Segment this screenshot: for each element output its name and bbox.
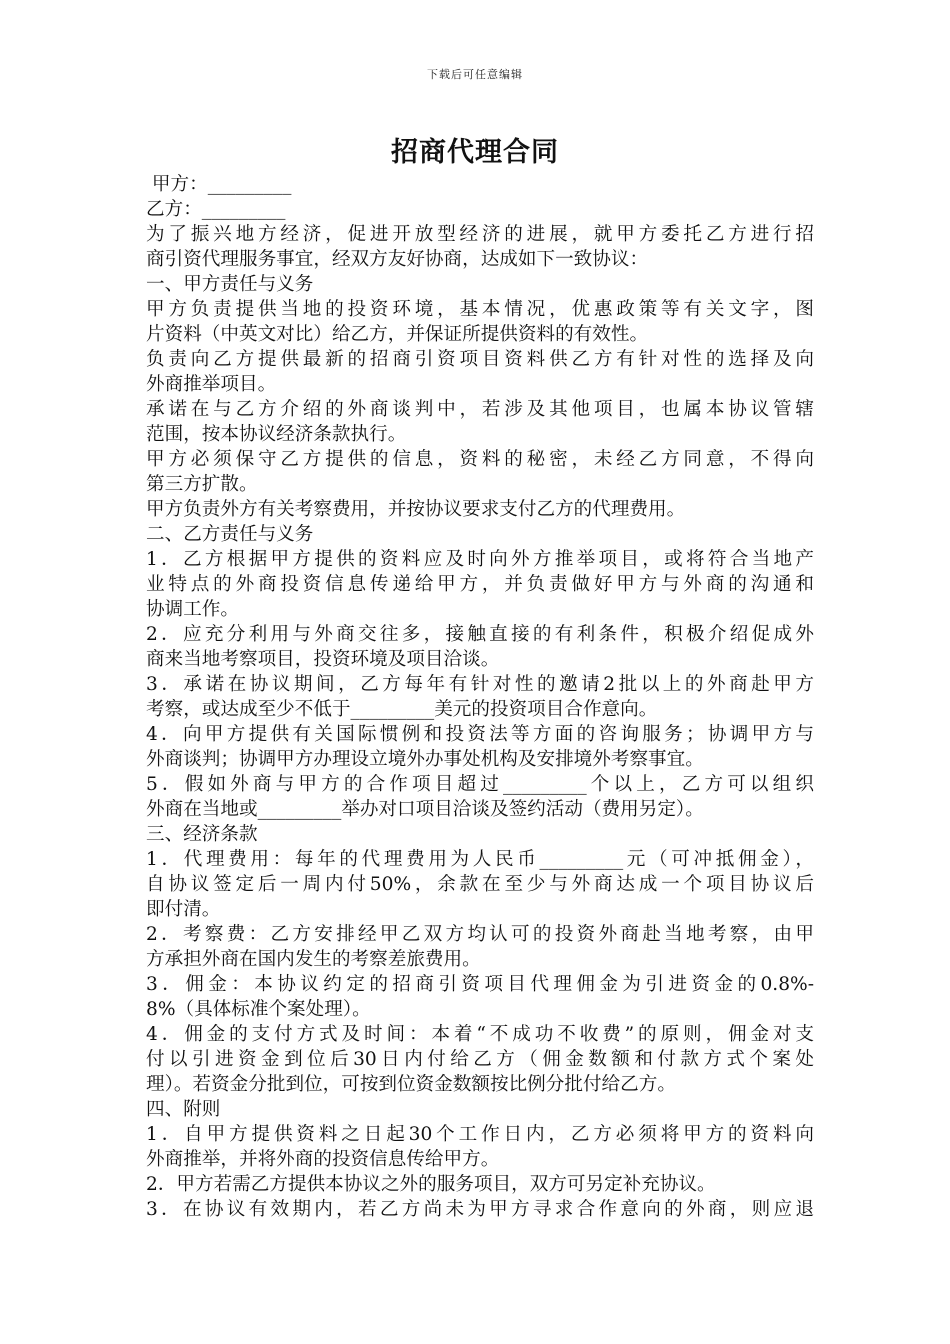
party-b-line: 乙方：_________ — [146, 199, 286, 220]
section-heading: 二、乙方责任与义务 — [146, 524, 314, 545]
body-line: 外商在当地或_________举办对口项目洽谈及签约活动（费用另定）。 — [146, 799, 704, 820]
party-a-line: 甲方：_________ — [146, 174, 292, 195]
body-line: 业特点的外商投资信息传递给甲方，并负责做好甲方与外商的沟通和 — [146, 574, 814, 595]
body-line: 外商推举，并将外商的投资信息传给甲方。 — [146, 1149, 500, 1170]
body-line: 2．应充分利用与外商交往多，接触直接的有利条件，积极介绍促成外 — [146, 624, 814, 645]
body-line: 2．考察费：乙方安排经甲乙双方均认可的投资外商赴当地考察，由甲 — [146, 924, 814, 945]
body-line: 方承担外商在国内发生的考察差旅费用。 — [146, 949, 481, 970]
header-note: 下载后可任意编辑 — [427, 68, 523, 81]
body-line: 片资料（中英文对比）给乙方，并保证所提供资料的有效性。 — [146, 324, 649, 345]
body-line: 承诺在与乙方介绍的外商谈判中，若涉及其他项目，也属本协议管辖 — [146, 399, 814, 420]
section-heading: 三、经济条款 — [146, 824, 258, 845]
preamble-line: 为了振兴地方经济，促进开放型经济的进展，就甲方委托乙方进行招 — [146, 224, 814, 245]
body-line: 甲方负责外方有关考察费用，并按协议要求支付乙方的代理费用。 — [146, 499, 686, 520]
body-line: 考察，或达成至少不低于_________美元的投资项目合作意向。 — [146, 699, 658, 720]
contract-body — [146, 172, 814, 1222]
body-line: 商来当地考察项目，投资环境及项目洽谈。 — [146, 649, 500, 670]
body-line: 8%（具体标准个案处理）。 — [146, 999, 371, 1020]
body-line: 负责向乙方提供最新的招商引资项目资料供乙方有针对性的选择及向 — [146, 349, 814, 370]
section-heading: 四、附则 — [146, 1099, 221, 1120]
preamble-line: 商引资代理服务事宜，经双方友好协商，达成如下一致协议： — [146, 249, 649, 270]
body-line: 甲方必须保守乙方提供的信息，资料的秘密，未经乙方同意，不得向 — [146, 449, 814, 470]
body-line: 5．假如外商与甲方的合作项目超过_________个以上，乙方可以组织 — [146, 774, 814, 795]
body-line: 4．向甲方提供有关国际惯例和投资法等方面的咨询服务；协调甲方与 — [146, 724, 814, 745]
body-line: 外商谈判；协调甲方办理设立境外办事处机构及安排境外考察事宜。 — [146, 749, 704, 770]
body-line: 甲方负责提供当地的投资环境，基本情况，优惠政策等有关文字，图 — [146, 299, 814, 320]
body-line: 协调工作。 — [146, 599, 239, 620]
body-line: 范围，按本协议经济条款执行。 — [146, 424, 407, 445]
body-line: 理）。若资金分批到位，可按到位资金数额按比例分批付给乙方。 — [146, 1074, 676, 1095]
body-line: 3．在协议有效期内，若乙方尚未为甲方寻求合作意向的外商，则应退 — [146, 1199, 814, 1220]
section-heading: 一、甲方责任与义务 — [146, 274, 314, 295]
body-line: 2．甲方若需乙方提供本协议之外的服务项目，双方可另定补充协议。 — [146, 1174, 716, 1195]
body-line: 外商推举项目。 — [146, 374, 277, 395]
body-line: 第三方扩散。 — [146, 474, 258, 495]
body-line: 付以引进资金到位后30日内付给乙方（佣金数额和付款方式个案处 — [146, 1049, 814, 1070]
document-title: 招商代理合同 — [391, 137, 559, 168]
body-line: 1．乙方根据甲方提供的资料应及时向外方推举项目，或将符合当地产 — [146, 549, 814, 570]
body-line: 4．佣金的支付方式及时间：本着“不成功不收费”的原则，佣金对支 — [146, 1024, 814, 1045]
body-line: 3．承诺在协议期间，乙方每年有针对性的邀请2批以上的外商赴甲方 — [146, 674, 814, 695]
body-line: 1．自甲方提供资料之日起30个工作日内，乙方必须将甲方的资料向 — [146, 1124, 814, 1145]
body-line: 1．代理费用：每年的代理费用为人民币_________元（可冲抵佣金）， — [146, 849, 814, 870]
body-line: 即付清。 — [146, 899, 221, 920]
body-line: 3．佣金：本协议约定的招商引资项目代理佣金为引进资金的0.8%- — [146, 974, 814, 995]
body-line: 自协议签定后一周内付50%，余款在至少与外商达成一个项目协议后 — [146, 874, 814, 895]
